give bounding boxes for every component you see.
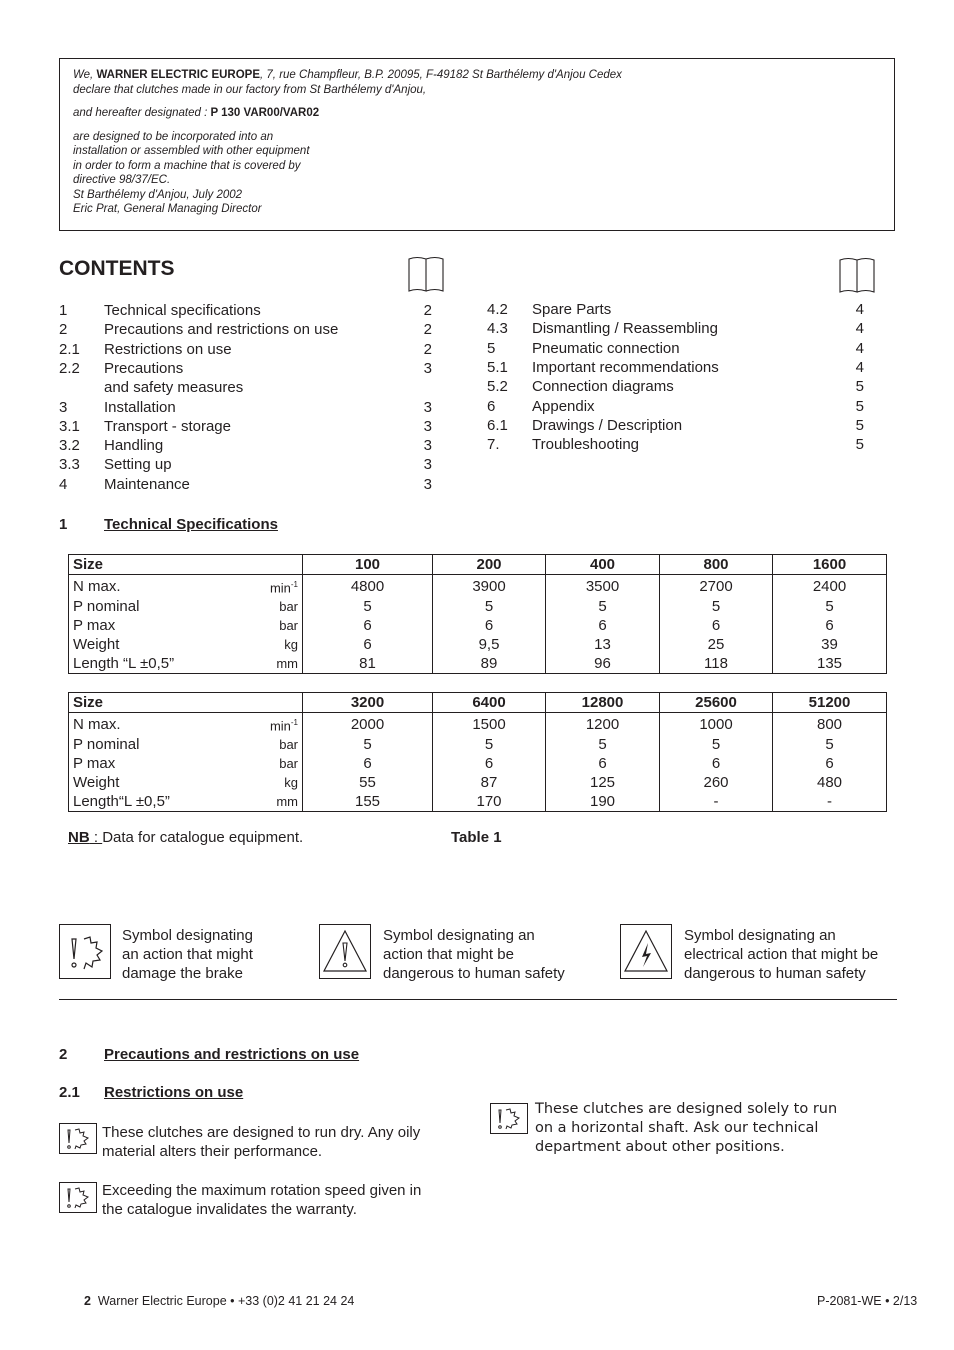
table-row	[69, 654, 887, 674]
header-cell: Size	[69, 693, 303, 713]
toc-label: Important recommendations	[532, 358, 719, 376]
symbol-caption: Symbol designating an action that might be dangerous to human safety	[383, 927, 565, 982]
value-cell: 5	[660, 597, 773, 616]
toc-label: Troubleshooting	[532, 436, 640, 454]
row-label: N max.	[73, 577, 121, 595]
value-cell: 2000	[303, 713, 433, 736]
toc-entry	[59, 340, 434, 359]
value-cell: 87	[433, 773, 546, 792]
declaration-box	[59, 58, 895, 231]
size-header-cell: 51200	[773, 693, 887, 713]
value-cell: 9,5	[433, 635, 546, 654]
toc-label: Transport - storage	[104, 417, 231, 435]
row-unit: mm	[276, 794, 299, 810]
value-cell: 6	[660, 754, 773, 773]
toc-page: 3	[423, 398, 432, 416]
value-cell: 5	[433, 735, 546, 754]
section-title: Restrictions on use	[104, 1084, 244, 1101]
row-label: Weight	[73, 636, 120, 654]
toc-page: 5	[855, 397, 864, 415]
footer-left: 2 Warner Electric Europe • +33 (0)2 41 21 24 24	[84, 1294, 355, 1308]
size-header-cell: 200	[433, 555, 546, 575]
value-cell: 5	[303, 735, 433, 754]
toc-label: Setting up	[104, 456, 172, 474]
brake-damage-icon	[59, 1182, 97, 1213]
toc-label: Pneumatic connection	[532, 339, 680, 357]
value-cell: 13	[546, 635, 660, 654]
row-unit: $\min^{-1}$	[269, 580, 299, 596]
symbol-caption: Symbol designating an action that might damage the brake	[122, 927, 253, 982]
toc-page: 4	[855, 358, 864, 376]
toc-label: Precautions and restrictions on use	[104, 321, 339, 339]
row-label: P nominal	[73, 736, 140, 754]
section-number: 2	[59, 1046, 68, 1063]
value-cell: 5	[546, 735, 660, 754]
value-cell: 5	[773, 735, 887, 754]
table-row	[69, 735, 887, 754]
value-cell: 118	[660, 654, 773, 674]
toc-page: 4	[855, 301, 864, 318]
brake-damage-icon	[59, 924, 111, 979]
value-cell: 260	[660, 773, 773, 792]
size-header-cell: 800	[660, 555, 773, 575]
row-unit: kg	[284, 637, 299, 653]
toc-entry	[487, 319, 864, 338]
value-cell: 6	[660, 616, 773, 635]
toc-page: 2	[423, 340, 432, 358]
toc-number: 4	[59, 475, 68, 493]
size-header-cell: 25600	[660, 693, 773, 713]
toc-entry	[487, 377, 864, 396]
restriction-text: These clutches are designed solely to run on a horizontal shaft. Ask our technical department about other positions.	[535, 1101, 838, 1155]
toc-page: 3	[423, 456, 432, 474]
value-cell: 155	[303, 792, 433, 812]
value-cell: 6	[546, 616, 660, 635]
toc-page: 2	[423, 302, 432, 319]
toc-label: Precautions	[104, 359, 184, 377]
table-row	[69, 754, 887, 773]
toc-label: Installation	[104, 398, 176, 416]
toc-page: 5	[855, 378, 864, 396]
toc-number: 3.3	[59, 456, 80, 474]
nb-note: NB : Data for catalogue equipment.	[68, 829, 304, 846]
toc-number: 1	[59, 302, 68, 319]
toc-page: 3	[423, 437, 432, 455]
toc-label: Restrictions on use	[104, 340, 232, 358]
value-cell: 5	[433, 597, 546, 616]
value-cell: 4800	[303, 575, 433, 598]
value-cell: -	[660, 792, 773, 812]
toc-number: 5	[487, 339, 496, 357]
toc-page: 3	[423, 475, 432, 493]
restriction-text: These clutches are designed to run dry. Any oily material alters their performance.	[102, 1124, 421, 1160]
electrical-hazard-icon	[620, 924, 672, 979]
toc-label: Appendix	[532, 397, 595, 415]
toc-number: 5.1	[487, 358, 508, 376]
value-cell: 1000	[660, 713, 773, 736]
toc-entry	[487, 300, 864, 319]
toc-entry	[59, 436, 434, 455]
row-unit: $\min^{-1}$	[269, 718, 299, 734]
value-cell: -	[773, 792, 887, 812]
toc-entry	[59, 455, 434, 474]
table-caption: Table 1	[451, 829, 502, 846]
section-title: Technical Specifications	[104, 516, 278, 533]
value-cell: 25	[660, 635, 773, 654]
value-cell: 6	[773, 616, 887, 635]
row-label: Length “L ±0,5”	[73, 655, 175, 673]
toc-entry	[59, 359, 434, 378]
toc-entry	[487, 339, 864, 358]
toc-entry	[487, 397, 864, 416]
toc-number: 2.2	[59, 359, 80, 377]
table-header-row	[69, 555, 887, 575]
size-header-cell: 100	[303, 555, 433, 575]
declaration-intro: We, WARNER ELECTRIC EUROPE, 7, rue Champfleur, B.P. 20095, F-49182 St Barthélemy d'Anjou Cedex declare that clutches made in our factory from St Barthélemy d'Anjou,	[73, 69, 622, 96]
value-cell: 6	[303, 616, 433, 635]
brake-damage-icon	[59, 1123, 97, 1154]
product-code: P 130 VAR00/VAR02	[210, 107, 320, 119]
toc-label: Spare Parts	[532, 301, 612, 318]
row-label: P max	[73, 617, 116, 635]
toc-number: 3	[59, 398, 68, 416]
value-cell: 5	[546, 597, 660, 616]
header-cell: Size	[69, 555, 303, 575]
symbol-caption: Symbol designating an electrical action that might be dangerous to human safety	[684, 927, 879, 982]
row-label: Weight	[73, 774, 120, 792]
table-row	[69, 597, 887, 616]
restriction-text: Exceeding the maximum rotation speed given in the catalogue invalidates the warranty.	[102, 1182, 422, 1218]
row-unit: bar	[279, 737, 299, 753]
row-unit: kg	[284, 775, 299, 791]
size-header-cell: 400	[546, 555, 660, 575]
row-unit: bar	[279, 599, 299, 615]
toc-entry	[487, 416, 864, 435]
value-cell: 89	[433, 654, 546, 674]
page-number: 2	[84, 1294, 91, 1308]
toc-page: 4	[855, 320, 864, 338]
toc-page: 3	[423, 417, 432, 435]
section-title: Precautions and restrictions on use	[104, 1046, 360, 1063]
toc-label: and safety measures	[104, 379, 244, 397]
table-header-row	[69, 693, 887, 713]
value-cell: 5	[303, 597, 433, 616]
table-row	[69, 616, 887, 635]
value-cell: 190	[546, 792, 660, 812]
row-label: N max.	[73, 715, 121, 733]
value-cell: 6	[303, 754, 433, 773]
value-cell: 81	[303, 654, 433, 674]
book-icon	[839, 256, 875, 294]
toc-entry	[59, 320, 434, 339]
size-header-cell: 1600	[773, 555, 887, 575]
value-cell: 1200	[546, 713, 660, 736]
value-cell: 6	[773, 754, 887, 773]
toc-page: 5	[855, 436, 864, 454]
row-label: P max	[73, 755, 116, 773]
toc-entry	[487, 435, 864, 454]
toc-number: 2.1	[59, 340, 80, 358]
value-cell: 5	[773, 597, 887, 616]
size-header-cell: 12800	[546, 693, 660, 713]
footer-right: P-2081-WE • 2/13	[817, 1294, 918, 1308]
toc-number: 2	[59, 321, 68, 339]
section-number: 2.1	[59, 1084, 80, 1101]
table-row	[69, 792, 887, 812]
toc-number: 5.2	[487, 378, 508, 396]
toc-number: 4.3	[487, 320, 508, 338]
value-cell: 480	[773, 773, 887, 792]
toc-label: Handling	[104, 437, 164, 455]
toc-page: 5	[855, 416, 864, 434]
toc-number: 6.1	[487, 416, 508, 434]
value-cell: 39	[773, 635, 887, 654]
value-cell: 800	[773, 713, 887, 736]
value-cell: 6	[433, 616, 546, 635]
value-cell: 2400	[773, 575, 887, 598]
toc-entry	[59, 475, 434, 494]
value-cell: 135	[773, 654, 887, 674]
warning-triangle-icon	[319, 924, 371, 979]
toc-page: 2	[423, 321, 432, 339]
toc-entry	[59, 398, 434, 417]
row-label: Length“L ±0,5”	[73, 793, 170, 811]
size-header-cell: 6400	[433, 693, 546, 713]
spec-table-2	[68, 692, 887, 812]
book-icon	[408, 255, 444, 293]
declaration-body: are designed to be incorporated into an installation or assembled with other equipment in order to form a machine that is covered by directive 98/37/EC. St Barthélemy d'Anjou, July 2002 Eric Prat, General Managing Director	[73, 130, 310, 215]
value-cell: 6	[303, 635, 433, 654]
toc-entry	[59, 378, 434, 397]
toc-number: 3.1	[59, 417, 80, 435]
row-unit: bar	[279, 618, 299, 634]
contents-title: CONTENTS	[59, 257, 175, 280]
table-row	[69, 713, 887, 736]
divider	[59, 999, 897, 1000]
value-cell: 170	[433, 792, 546, 812]
value-cell: 5	[660, 735, 773, 754]
value-cell: 3500	[546, 575, 660, 598]
row-label: P nominal	[73, 598, 140, 616]
toc-number: 4.2	[487, 301, 508, 318]
table-row	[69, 635, 887, 654]
toc-number: 3.2	[59, 437, 80, 455]
declaration-designation: and hereafter designated : P 130 VAR00/VAR02	[73, 107, 320, 119]
toc-label: Maintenance	[104, 475, 190, 493]
value-cell: 55	[303, 773, 433, 792]
section-number: 1	[59, 516, 68, 533]
size-header-cell: 3200	[303, 693, 433, 713]
toc-entry	[59, 301, 434, 320]
toc-entry	[487, 358, 864, 377]
value-cell: 2700	[660, 575, 773, 598]
value-cell: 6	[546, 754, 660, 773]
toc-number: 7.	[487, 436, 500, 454]
spec-table-1	[68, 554, 887, 674]
table-row	[69, 575, 887, 598]
company-name: WARNER ELECTRIC EUROPE	[96, 69, 261, 81]
table-row	[69, 773, 887, 792]
brake-damage-icon	[490, 1103, 528, 1134]
row-unit: mm	[276, 656, 299, 672]
toc-page: 4	[855, 339, 864, 357]
toc-label: Drawings / Description	[532, 416, 683, 434]
value-cell: 6	[433, 754, 546, 773]
toc-number: 6	[487, 397, 496, 415]
row-unit: bar	[279, 756, 299, 772]
toc-label: Connection diagrams	[532, 378, 674, 396]
value-cell: 1500	[433, 713, 546, 736]
value-cell: 3900	[433, 575, 546, 598]
value-cell: 96	[546, 654, 660, 674]
toc-label: Technical specifications	[104, 302, 261, 319]
toc-label: Dismantling / Reassembling	[532, 320, 718, 338]
value-cell: 125	[546, 773, 660, 792]
toc-page: 3	[423, 359, 432, 377]
toc-entry	[59, 417, 434, 436]
